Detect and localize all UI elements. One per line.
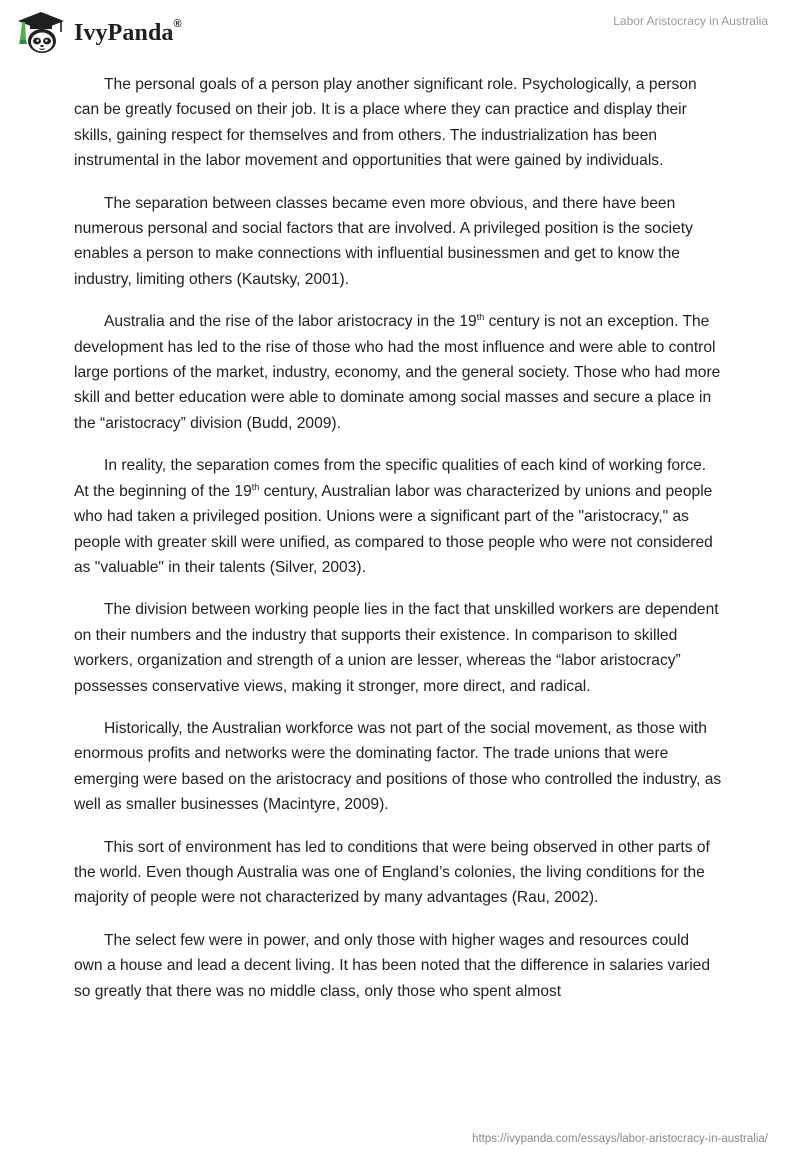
source-url-link[interactable]: https://ivypanda.com/essays/labor-aristocracy-in-australia/ — [472, 1133, 768, 1145]
page-header — [0, 0, 800, 70]
document-title: Labor Aristocracy in Australia — [613, 14, 768, 28]
essay-body — [74, 70, 722, 1021]
paragraph: The personal goals of a person play another significant role. Psychologically, a person can be greatly focused on their job. It is a place where they can practice and display their skills, gaining respect for themselves and from others. The industrialization has been instrumental in the labor movement and opportunities that were gained by individuals. — [74, 76, 697, 170]
paragraph: In reality, the separation comes from the specific qualities of each kind of working force. At the beginning of the 19th century, Australian labor was characterized by unions and people who had taken a privileged position. Unions were a significant part of the "aristocracy," as people with greater skill were unified, as compared to those people who were not considered as "valuable" in their talents (Silver, 2003). — [74, 457, 713, 576]
panda-graduate-icon — [14, 10, 68, 56]
paragraph: The select few were in power, and only those with higher wages and resources could own a house and lead a decent living. It has been noted that the difference in salaries varied so greatly that there was no middle class, only those who spent almost — [74, 931, 711, 1000]
paragraph: This sort of environment has led to conditions that were being observed in other parts of the world. Even though Australia was one of England’s colonies, the living conditions for the majority of people were not characterized by many advantages (Rau, 2002). — [74, 838, 710, 907]
paragraph: The separation between classes became even more obvious, and there have been numerous personal and social factors that are involved. A privileged position is the society enables a person to make connections with influential businessmen and get to know the industry, limiting others (Kautsky, 2001). — [74, 194, 693, 288]
paragraph: The division between working people lies in the fact that unskilled workers are dependent on their numbers and the industry that supports their existence. In comparison to skilled workers, organization and strength of a union are lesser, whereas the “labor aristocracy” possesses conservative views, making it stronger, more direct, and radical. — [74, 601, 719, 695]
paragraph: Historically, the Australian workforce was not part of the social movement, as those with enormous profits and networks were the dominating factor. The trade unions that were emerging were based on the aristocracy and positions of those who controlled the industry, as well as smaller businesses (Macintyre, 2009). — [74, 719, 722, 814]
ivypanda-logo[interactable] — [14, 10, 182, 56]
paragraph: Australia and the rise of the labor aristocracy in the 19th century is not an exception. The development has led to the rise of those who had the most influence and were able to control large portions of the market, industry, economy, and the general society. Those who had more skill and better education were able to dominate among social masses and secure a place in the “aristocracy” division (Budd, 2009). — [74, 312, 721, 432]
brand-name: IvyPanda® — [74, 17, 182, 46]
